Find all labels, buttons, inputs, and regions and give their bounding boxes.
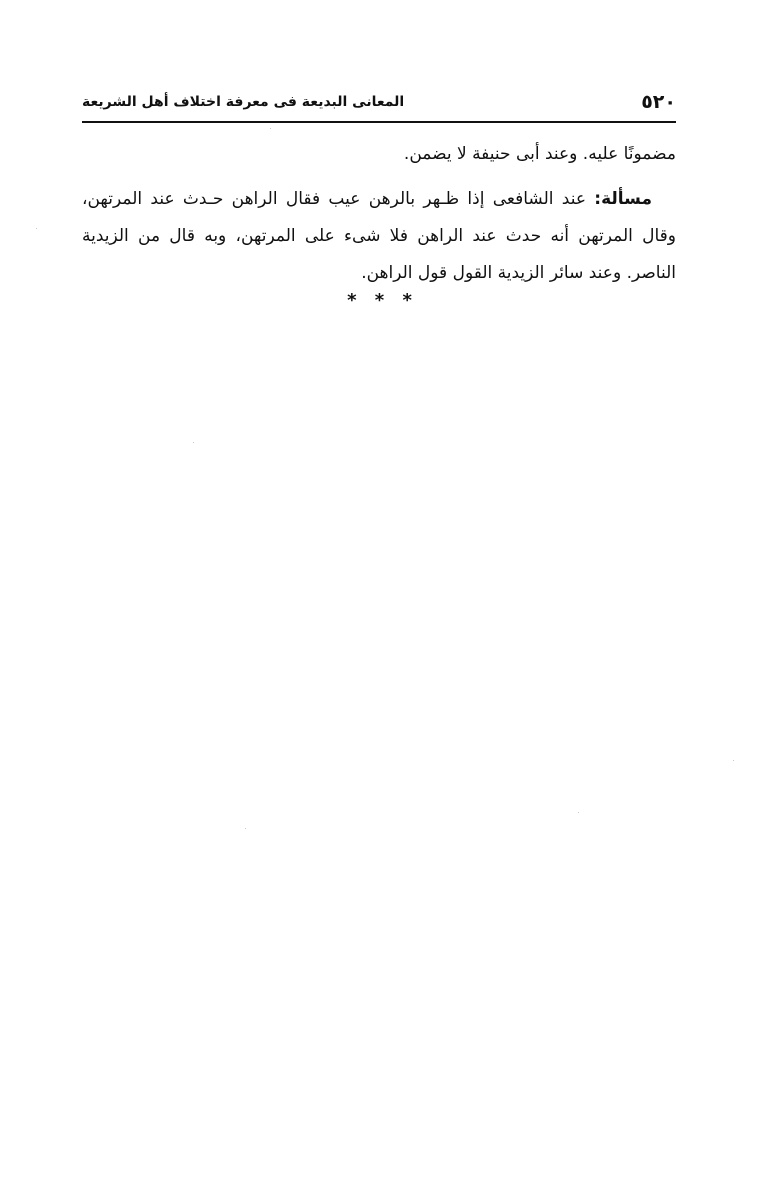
scan-speck xyxy=(245,828,246,829)
paragraph-1: مضمونًا عليه. وعند أبى حنيفة لا يضمن. xyxy=(403,144,676,164)
section-ornament: * * * xyxy=(347,290,418,311)
paragraph-2 xyxy=(82,181,676,292)
scan-speck xyxy=(270,128,271,129)
scan-speck xyxy=(36,228,37,229)
paragraph-2-text: عند الشافعى إذا ظـهر بالرهن عيب فقال الراهن حـدث عند المرتهن، وقال المرتهن أنه حدث عند الراهن فلا شىء على المرتهن، وبه قال من الزيدية الناصر. وعند سائر الزيدية القول قول الراهن. xyxy=(82,189,676,283)
page-number: ٥٢٠ xyxy=(641,91,676,113)
running-title: المعانى البديعة فى معرفة اختلاف أهل الشريعة xyxy=(82,94,405,110)
scan-speck xyxy=(578,812,579,813)
header-rule xyxy=(82,121,676,123)
issue-heading: مسألة: xyxy=(594,189,652,209)
page-header xyxy=(82,88,676,120)
body-text xyxy=(82,136,676,292)
scan-speck xyxy=(193,442,194,443)
scan-speck xyxy=(733,760,734,761)
